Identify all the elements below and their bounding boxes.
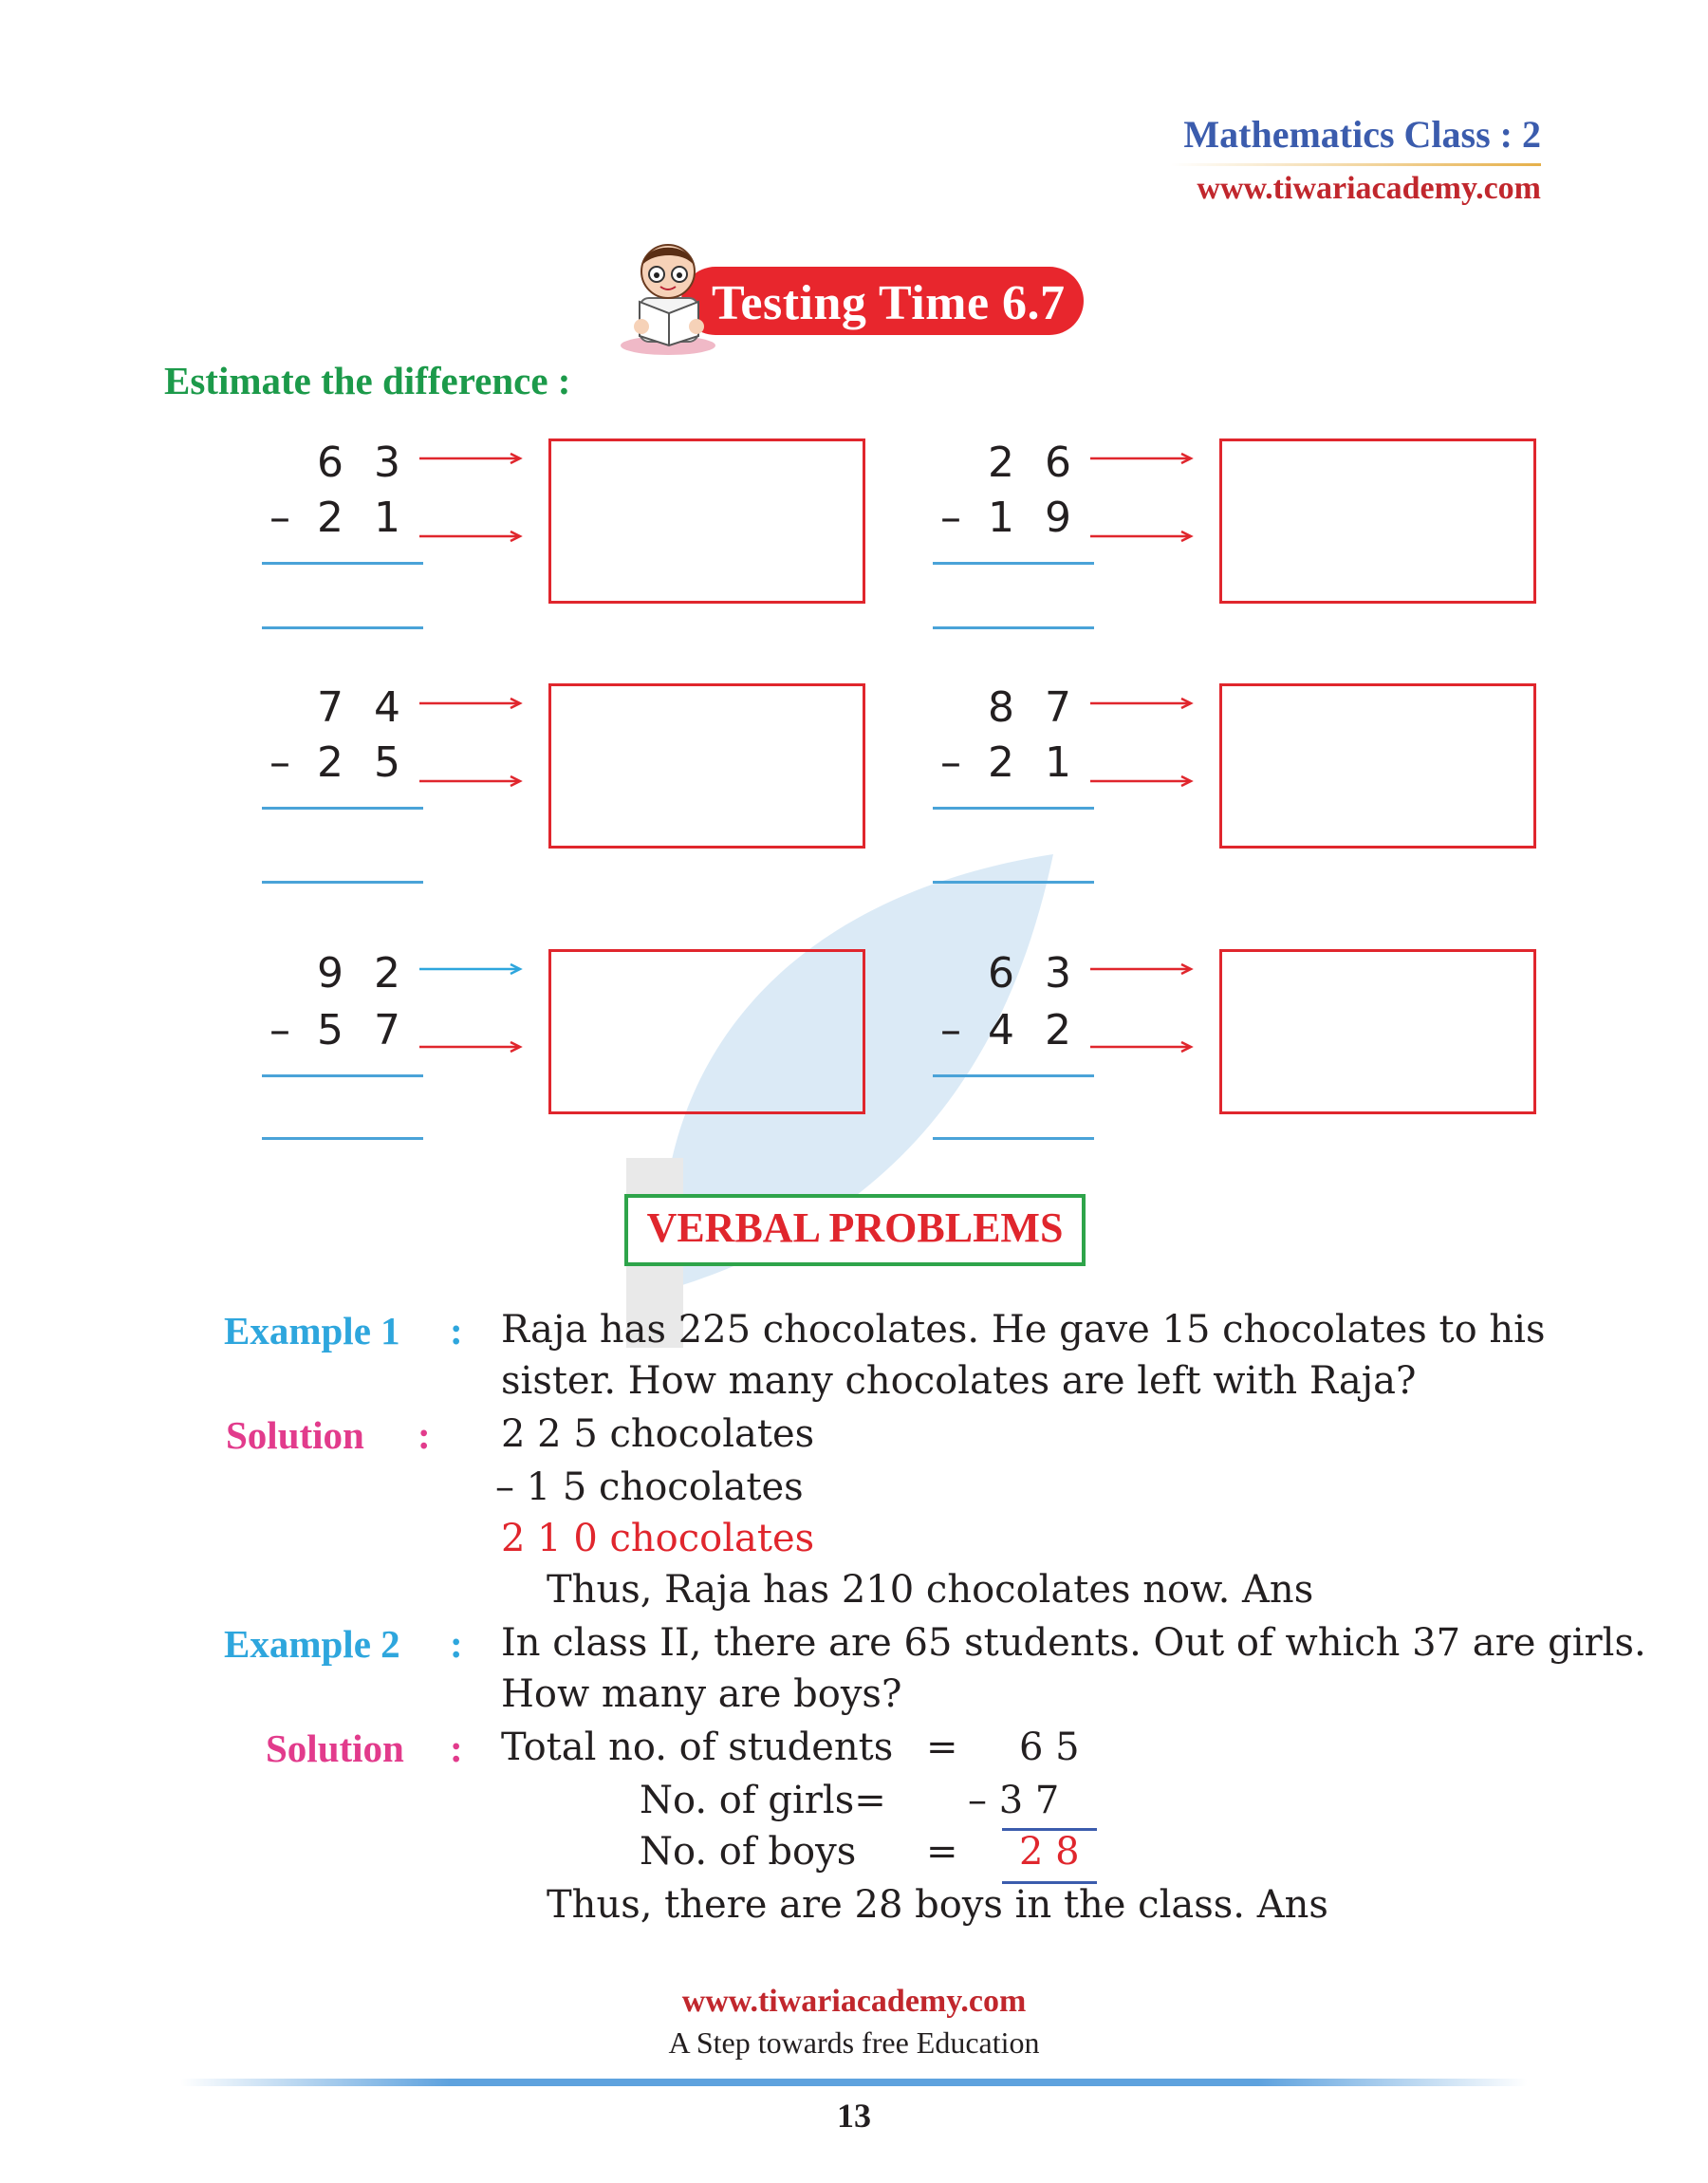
reading-boy-mascot	[611, 232, 725, 355]
bottom-tens-digit: 1	[988, 494, 1014, 542]
top-ones-digit: 7	[1045, 683, 1071, 732]
exercise-6	[927, 949, 1591, 1139]
verbal-problems-title: VERBAL PROBLEMS	[646, 1204, 1064, 1251]
bottom-tens-digit: 2	[988, 738, 1014, 787]
answer-rule-bottom	[262, 626, 423, 629]
footer-website[interactable]: www.tiwariacademy.com	[681, 1984, 1027, 2019]
red-arrow-icon	[419, 697, 524, 710]
header-website[interactable]: www.tiwariacademy.com	[1197, 171, 1541, 206]
answer-rule-top	[933, 562, 1094, 565]
banner-title: Testing Time 6.7	[712, 276, 1066, 330]
red-arrow-icon	[1090, 697, 1195, 710]
solution-2-colon: :	[450, 1726, 463, 1770]
minus-sign: –	[269, 1006, 290, 1054]
total-students-label: Total no. of students	[501, 1726, 894, 1769]
red-arrow-icon	[1090, 774, 1195, 788]
top-tens-digit: 8	[988, 683, 1014, 732]
estimate-answer-box[interactable]	[548, 438, 865, 604]
red-arrow-icon	[1090, 1040, 1195, 1054]
top-tens-digit: 6	[988, 949, 1014, 998]
example-1-question-line2: sister. How many chocolates are left with Raja?	[501, 1359, 1417, 1403]
girls-value: – 3 7	[968, 1779, 1060, 1822]
exercise-3	[256, 683, 920, 873]
bottom-tens-digit: 4	[988, 1006, 1014, 1054]
exercise-4	[927, 683, 1591, 873]
estimate-answer-box[interactable]	[548, 683, 865, 849]
bottom-tens-digit: 5	[317, 1006, 343, 1054]
header-divider	[1171, 163, 1541, 166]
example-2-question-line1: In class II, there are 65 students. Out of which 37 are girls.	[501, 1621, 1646, 1665]
example-2-colon: :	[450, 1622, 463, 1666]
estimate-answer-box[interactable]	[1219, 683, 1536, 849]
answer-rule-top	[933, 1074, 1094, 1077]
exercise-1	[256, 438, 920, 628]
red-arrow-icon	[419, 1040, 524, 1054]
example-2-question-line2: How many are boys?	[501, 1672, 902, 1716]
boys-value: 2 8	[1019, 1830, 1080, 1874]
footer-tagline: A Step towards free Education	[668, 2025, 1040, 2060]
solution-1-result: 2 1 0 chocolates	[501, 1517, 815, 1560]
red-arrow-icon	[1090, 962, 1195, 976]
equals-sign: =	[926, 1726, 958, 1769]
answer-rule-top	[262, 1074, 423, 1077]
total-students-value: 6 5	[1019, 1726, 1080, 1769]
solution-1-colon: :	[418, 1413, 431, 1457]
answer-rule-bottom	[262, 881, 423, 884]
example-1-label: Example 1	[224, 1309, 400, 1353]
estimate-answer-box[interactable]	[1219, 949, 1536, 1114]
top-ones-digit: 2	[374, 949, 400, 998]
exercise-5	[256, 949, 920, 1139]
bottom-tens-digit: 2	[317, 494, 343, 542]
solution-1-conclusion: Thus, Raja has 210 chocolates now. Ans	[547, 1568, 1314, 1612]
answer-rule-top	[262, 807, 423, 810]
top-ones-digit: 3	[374, 438, 400, 487]
boys-label: No. of boys	[640, 1830, 857, 1874]
solution-2-label: Solution	[266, 1726, 404, 1770]
estimate-answer-box[interactable]	[1219, 438, 1536, 604]
footer-divider	[180, 2079, 1528, 2086]
top-ones-digit: 3	[1045, 949, 1071, 998]
example-1-colon: :	[450, 1309, 463, 1353]
bottom-ones-digit: 9	[1045, 494, 1071, 542]
answer-rule-top	[933, 807, 1094, 810]
red-arrow-icon	[419, 452, 524, 465]
minus-sign: –	[269, 738, 290, 787]
top-tens-digit: 2	[988, 438, 1014, 487]
bottom-ones-digit: 2	[1045, 1006, 1071, 1054]
top-tens-digit: 7	[317, 683, 343, 732]
minus-sign: –	[940, 494, 961, 542]
top-ones-digit: 4	[374, 683, 400, 732]
red-arrow-icon	[1090, 530, 1195, 543]
answer-rule-top	[262, 562, 423, 565]
bottom-ones-digit: 7	[374, 1006, 400, 1054]
top-tens-digit: 9	[317, 949, 343, 998]
red-arrow-icon	[419, 530, 524, 543]
page-number: 13	[837, 2097, 871, 2135]
girls-label: No. of girls=	[640, 1779, 886, 1822]
solution-2-conclusion: Thus, there are 28 boys in the class. Ans	[547, 1883, 1328, 1927]
example-1-question-line1: Raja has 225 chocolates. He gave 15 chocolates to his	[501, 1308, 1546, 1352]
minus-sign: –	[940, 1006, 961, 1054]
solution-1-line2: – 1 5 chocolates	[495, 1465, 804, 1509]
bottom-tens-digit: 2	[317, 738, 343, 787]
minus-sign: –	[940, 738, 961, 787]
bottom-ones-digit: 1	[374, 494, 400, 542]
bottom-ones-digit: 1	[1045, 738, 1071, 787]
answer-rule-bottom	[262, 1137, 423, 1140]
answer-rule-bottom	[933, 626, 1094, 629]
exercise-2	[927, 438, 1591, 628]
answer-rule-bottom	[933, 881, 1094, 884]
blue-arrow-icon	[419, 962, 524, 976]
header-subject: Mathematics Class : 2	[1183, 113, 1541, 156]
example-2-label: Example 2	[224, 1622, 400, 1666]
top-ones-digit: 6	[1045, 438, 1071, 487]
section-heading: Estimate the difference :	[164, 359, 571, 402]
equals-sign: =	[926, 1830, 958, 1874]
estimate-answer-box[interactable]	[548, 949, 865, 1114]
solution-1-line1: 2 2 5 chocolates	[501, 1412, 815, 1456]
top-tens-digit: 6	[317, 438, 343, 487]
answer-rule-bottom	[933, 1137, 1094, 1140]
red-arrow-icon	[419, 774, 524, 788]
solution-1-label: Solution	[226, 1413, 364, 1457]
bottom-ones-digit: 5	[374, 738, 400, 787]
minus-sign: –	[269, 494, 290, 542]
red-arrow-icon	[1090, 452, 1195, 465]
